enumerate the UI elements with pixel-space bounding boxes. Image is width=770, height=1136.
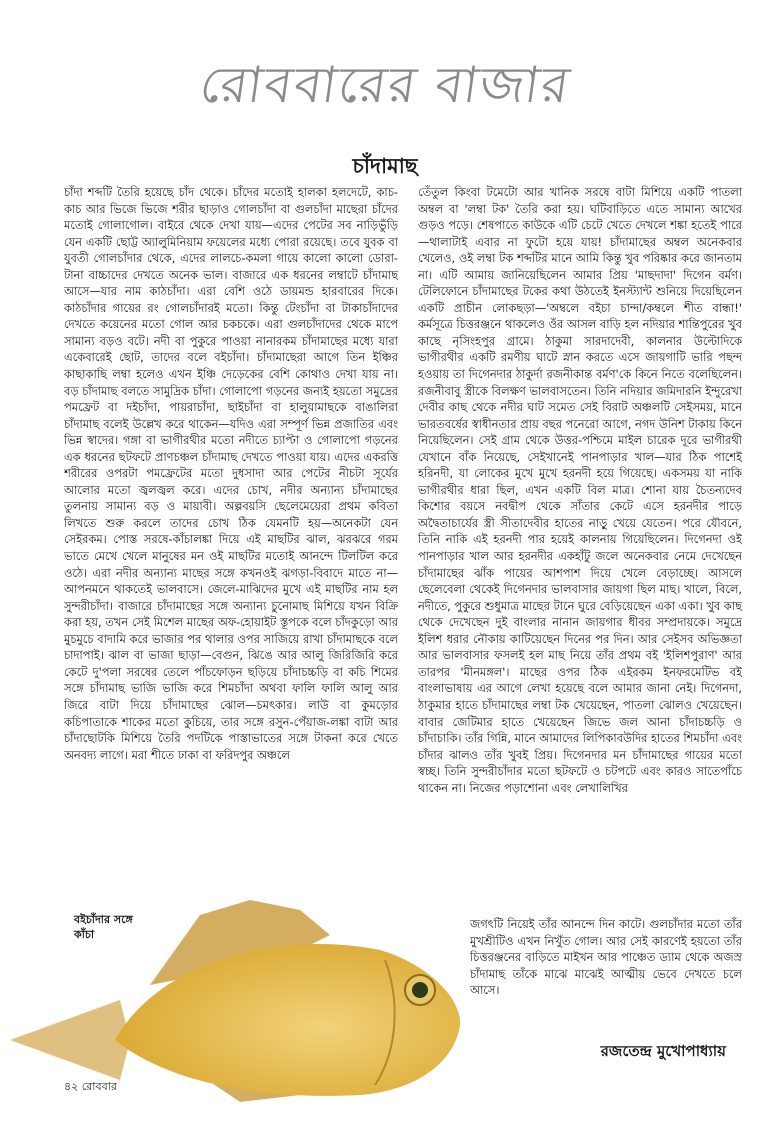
- right-tail-text: জগৎটি নিয়েই তাঁর আনন্দে দিন কাটে। গুলচাঁদার মতো তাঁর মুখশ্রীটিও এখন নিখুঁত গোল। আর সেই কারণেই হয়তো তাঁর চিত্তরঞ্জনের বাড়িতে মাইখন আর পাঞ্চেত ড্যাম থেকে অজস্র চাঁদামাছ তাঁকে মাঝে মাঝেই আত্মীয় ভেবে দেখতে চলে আসে।: [470, 917, 742, 998]
- right-column-text: তেঁতুল কিংবা টমেটো আর খানিক সরষে বাটা মিশিয়ে একটি পাতলা অম্বল বা 'লম্বা টক' তৈরি করা হয়। ঘটিবাড়িতে এতে সামান্য আখের গুড়ও পড়ে। শেষপাতে কাউকে এটি চেটে খেতে দেখলে শঙ্কা হতেই পারে—থালাটাই এবার না ফুটো হয়ে যায়! চাঁদামাছের অম্বল অনেকবার খেলেও, ওই লম্বা টক শব্দটির মানে আমি কিন্তু খুব পরিষ্কার করে জানতাম না। এটি আমায় জানিয়েছিলেন আমার প্রিয় 'মাছদাদা' দিগেন বর্মণ। টেলিফোনে চাঁদামাছের টকের কথা উঠতেই ইনস্ট্যান্ট শুনিয়ে দিয়েছিলেন একটি প্রাচীন লোকছড়া—'অম্বলে বইচা চান্দা/কম্বলে শীত বান্ধা!' কর্মসূত্রে চিত্তরঞ্জনে থাকলেও ওঁর আসল বাড়ি হল নদিয়ার শান্তিপুরের খুব কাছে নৃসিংহপুর গ্রামে। ঠাকুমা সারদাদেবী, কালনার উল্টোদিকে ভাগীরথীর একটি রমণীয় ঘাটে স্নান করতে এসে জায়গাটি ভারি পছন্দ হওয়ায় তা দিগেনদার ঠাকুর্দা রজনীকান্ত বর্মণ'কে কিনে নিতে বলেছিলেন। রজনীবাবু স্ত্রীকে বিলক্ষণ ভালবাসতেন। তিনি নদিয়ার জমিদারনি ইন্দুরেখা দেবীর কাছ থেকে নদীর ঘাট সমেত সেই বিরাট অঞ্চলটি সেইসময়, মানে ভারতবর্ষের স্বাধীনতার প্রায় বছর পনেরো আগে, নগদ উনিশ টাকায় কিনে নিয়েছিলেন। সেই গ্রাম থেকে উত্তর-পশ্চিমে মাইল চারেক দূরে ভাগীরথী যেখানে বাঁক নিয়েছে, সেইখানেই পানপাড়ার খাল—যার ঠিক পাশেই হরিনদী, যা লোকের মুখে মুখে হরনদী হয়ে গিয়েছে। একসময় যা নাকি ভাগীরথীর ধারা ছিল, এখন একটি বিল মাত্র। শোনা যায় চৈতন্যদেব কিশোর বয়সে নবদ্বীপ থেকে সাঁতার কেটে এসে হরনদীর পাড়ে অদ্বৈতাচার্যের স্ত্রী সীতাদেবীর হাতের নাড়ু খেয়ে যেতেন। পরে যৌবনে, তিনি নাকি এই হরনদী পার হয়েই কালনায় গিয়েছিলেন। দিগেনদা ওই পানপাড়ার খাল আর হরনদীর একহাঁটু জলে অনেকবার নেমে দেখেছেন চাঁদামাছের ঝাঁক পায়ের আশপাশ দিয়ে খেলে বেড়াচ্ছে। আসলে ছেলেবেলা থেকেই দিগেনদার ভালবাসার জায়গা ছিল মাছ। খালে, বিলে, নদীতে, পুকুরে শুধুমাত্র মাছের টানে ঘুরে বেড়িয়েছেন একা একা। খুব কাছ থেকে দেখেছেন দুই বাংলার নানান জায়গার ধীবর সম্প্রদায়কে। সমুদ্রে ইলিশ ধরার নৌকায় কাটিয়েছেন দিনের পর দিন। আর সেইসব অভিজ্ঞতা আর ভালবাসার ফসলই হল মাছ নিয়ে তাঁর প্রথম বই 'ইলিশপুরাণ' আর তারপর 'মীনমঙ্গল'। মাছের ওপর ঠিক এইরকম ইনফরমেটিভ বই বাংলাভাষায় এর আগে লেখা হয়েছে বলে আমার জানা নেই। দিগেনদা, ঠাকুমার হাতে চাঁদামাছের লম্বা টক খেয়েছেন, পাতলা ঝোলও খেয়েছেন। বাবার জেটিমার হাতে খেয়েছেন জিভে জল আনা চাঁদাচচ্চড়ি ও চাঁদাচাকি। তাঁর গিন্নি, মানে আমাদের লিপিকাবউদির হাতের শিমচাঁদা এবং চাঁদার ঝালও তাঁর খুবই প্রিয়। দিগেনদার মন চাঁদামাছের গায়ের মতো স্বচ্ছ। তিনি সুন্দরীচাঁদার মতো ছটফটে ও চটপটে এবং কারও সাতেপাঁচে থাকেন না। নিজের পড়াশোনা এবং লেখালিখির: [418, 185, 742, 795]
- caption-line-1: বইচাঁদার সঙ্গে: [74, 913, 133, 926]
- article-column-right: [418, 184, 742, 914]
- masthead: রোববারের বাজার: [196, 56, 575, 114]
- author-name: রজতেন্দ্র মুখোপাধ্যায়: [600, 1042, 726, 1060]
- fish-tail: [10, 1000, 130, 1080]
- caption-line-2: কাঁচা: [74, 928, 95, 941]
- fish-photo: [0, 890, 470, 1105]
- page-number: ৪২: [64, 1080, 79, 1093]
- article-column-right-tail: [470, 916, 742, 1056]
- left-column-text: চাঁদা শব্দটি তৈরি হয়েছে চাঁদ থেকে। চাঁদের মতোই হালকা হলদেটে, কাচ-কাচ আর ভিজে ভিজে শরীর ছাড়াও গোলচাঁদা বা গুলচাঁদা মাছেরা চাঁদের মতোই গোলাগোল। বাইরে থেকে দেখা যায়—এদের পেটের সব নাড়িভুঁড়ি যেন একটি ছোট্ট অ্যালুমিনিয়াম ফয়েলের মধ্যে পোরা রয়েছে। তবে যুবক বা যুবতী গোলচাঁদার থেকে, এদের লালচে-কমলা গায়ে কালো কালো ডোরা-টানা বাচ্চাদের দেখতে অনেক ভাল। বাজারে এক ধরনের লম্বাটে চাঁদামাছ আসে—যার নাম কাঠচাঁদা। এরা বেশি ওঠে ডায়মন্ড হারবারের দিকে। কাঠচাঁদার গায়ের রং গোলচাঁদারই মতো। কিন্তু টেংচাঁদা বা টাকাচাঁদাদের দেখতে কয়েনের মতো গোল আর চকচকে। এরা গুলচাঁদাদের থেকে মাপে সামান্য বড়ও বটে। নদী বা পুকুরে পাওয়া নানারকম চাঁদামাছের মধ্যে যারা একেবারেই ছোট, তাদের বলে বইচাঁদা। চাঁদামাছেরা আগে তিন ইঞ্চির কাছাকাছি লম্বা হলেও এখন ইঞ্চি দেড়েকের বেশি কোথাও দেখা যায় না। বড় চাঁদামাছ বলতে সামুদ্রিক চাঁদা। গোলাপো গড়নের জন্যই হয়তো সমুদ্রের পমফ্রেট বা দইচাঁদা, পায়রাচাঁদা, ছাইচাঁদা বা হালুয়ামাছকে বাঙালিরা চাঁদামাছ বলেই উল্লেখ করে থাকেন—যদিও এরা সম্পূর্ণ ভিন্ন প্রজাতির এবং ভিন্ন স্বাদের। গঙ্গা বা ভাগীরথীর মতো নদীতে চ্যাপ্টা ও গোলাপো গড়নের এক ধরনের ছটফটে প্রাণচঞ্চল চাঁদামাছ দেখতে পাওয়া যায়। এদের একরত্তি শরীরের ওপরটা পমফ্রেটের মতো দুধসাদা আর পেটের নীচটা সূর্যের আলোর মতো জ্বলজ্বল করে। এদের চোখ, নদীর অন্যান্য চাঁদামাছের তুলনায় সামান্য বড় ও মায়াবী। অল্পবয়সি ছেলেমেয়েরা প্রথম কবিতা লিখতে শুরু করলে তাদের চোখ ঠিক যেমনটি হয়—অনেকটা যেন সেইরকম। পোস্ত সরষে-কাঁচালঙ্কা দিয়ে এই মাছটির ঝাল, ঝরঝরে গরম ভাতে মেখে খেলে মানুষের মন ওই মাছটির মতোই আনন্দে টিলটিল করে ওঠে। এরা নদীর অন্যান্য মাছের সঙ্গে কখনওই ঝগড়া-বিবাদে মাতে না—আপনমনে থাকতেই ভালবাসে। জেলে-মাঝিদের মুখে এই মাছটির নাম হল সুন্দরীচাঁদা। বাজারে চাঁদামাছের সঙ্গে অন্যান্য চুনোমাছ মিশিয়ে যখন বিক্রি করা হয়, তখন সেই মিশেল মাছের অফ-হোয়াইট স্তূপকে বলে চাঁদকুড়ো আর মুচমুচে বাদামি করে ভাজার পর থালার ওপর সাজিয়ে রাখা চাঁদামাছকে বলে চাদাপাই। ঝাল বা ভাজা ছাড়া—বেগুন, ঝিঙে আর আলু জিরিজিরি করে কেটে দু'পলা সরষের তেলে পাঁচফোড়ন ছড়িয়ে চাঁদাচচ্চড়ি বা কচি শিমের সঙ্গে চাঁদামাছ ভাজি ভাজি করে শিমচাঁদা অথবা ফালি ফালি আলু আর জিরে বাটা দিয়ে চাঁদামাছের ঝোল—চমৎকার। লাউ বা কুমড়োর কচিপাতাকে শাকের মতো কুচিয়ে, তার সঙ্গে রসুন-পেঁয়াজ-লঙ্কা বাটা আর চাঁদাছোটকি মিশিয়ে তৈরি পদটিকে পাস্তাভাতের সঙ্গে টাকনা করে খেতে অনবদ্য লাগে। মরা শীতে ঢাকা বা ফরিদপুর অঞ্চলে: [64, 185, 398, 762]
- page-footer: [64, 1078, 117, 1097]
- article-title: চাঁদামাছ: [352, 154, 418, 178]
- fish-pupil: [412, 982, 428, 998]
- magazine-name: রোববার: [81, 1080, 117, 1093]
- article-column-left: [64, 184, 398, 904]
